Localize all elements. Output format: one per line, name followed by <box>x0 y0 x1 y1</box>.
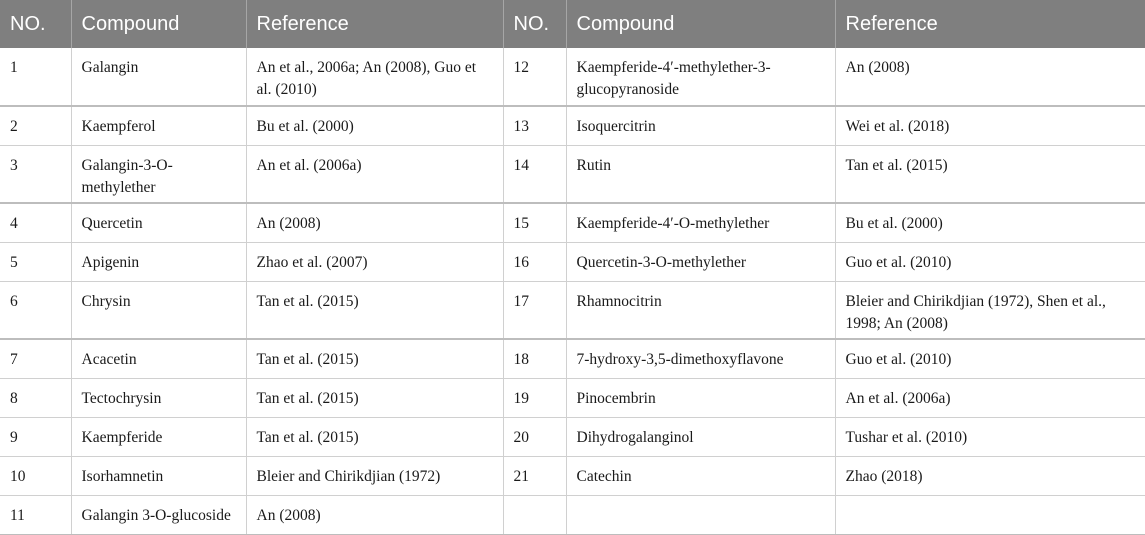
cell-reference: Bu et al. (2000) <box>246 106 503 145</box>
cell-reference: An et al. (2006a) <box>246 145 503 203</box>
table-row <box>0 48 1145 106</box>
table-row <box>0 495 1145 534</box>
cell-reference: Tan et al. (2015) <box>246 281 503 339</box>
cell-reference: Tan et al. (2015) <box>246 417 503 456</box>
header-reference: Reference <box>835 0 1145 48</box>
header-compound: Compound <box>566 0 835 48</box>
cell-no: 10 <box>0 456 71 495</box>
cell-compound: Isoquercitrin <box>566 106 835 145</box>
table-header-row <box>0 0 1145 48</box>
header-reference: Reference <box>246 0 503 48</box>
cell-reference: Guo et al. (2010) <box>835 339 1145 378</box>
cell-no: 14 <box>503 145 566 203</box>
table-row <box>0 378 1145 417</box>
header-compound: Compound <box>71 0 246 48</box>
cell-no: 7 <box>0 339 71 378</box>
cell-no: 12 <box>503 48 566 106</box>
cell-reference: An (2008) <box>835 48 1145 106</box>
cell-compound: Chrysin <box>71 281 246 339</box>
table-row <box>0 203 1145 242</box>
table-row <box>0 242 1145 281</box>
cell-reference: Guo et al. (2010) <box>835 242 1145 281</box>
cell-compound: Kaempferide-4′-O-methylether <box>566 203 835 242</box>
cell-compound: Acacetin <box>71 339 246 378</box>
cell-reference: Bu et al. (2000) <box>835 203 1145 242</box>
cell-compound: Galangin 3-O-glucoside <box>71 495 246 534</box>
cell-compound: Galangin <box>71 48 246 106</box>
cell-no: 16 <box>503 242 566 281</box>
cell-reference: Wei et al. (2018) <box>835 106 1145 145</box>
cell-reference: Tan et al. (2015) <box>246 339 503 378</box>
cell-reference <box>835 495 1145 534</box>
cell-compound: Quercetin <box>71 203 246 242</box>
cell-compound: Galangin-3-O-methylether <box>71 145 246 203</box>
cell-no: 3 <box>0 145 71 203</box>
cell-no: 11 <box>0 495 71 534</box>
cell-compound: Isorhamnetin <box>71 456 246 495</box>
cell-no: 17 <box>503 281 566 339</box>
cell-no: 6 <box>0 281 71 339</box>
cell-no: 9 <box>0 417 71 456</box>
header-no: NO. <box>0 0 71 48</box>
cell-reference: An et al., 2006a; An (2008), Guo et al. (2010) <box>246 48 503 106</box>
cell-compound: Quercetin-3-O-methylether <box>566 242 835 281</box>
table-row <box>0 106 1145 145</box>
cell-reference: Tan et al. (2015) <box>835 145 1145 203</box>
cell-compound: Tectochrysin <box>71 378 246 417</box>
cell-no: 19 <box>503 378 566 417</box>
cell-reference: An (2008) <box>246 495 503 534</box>
header-no: NO. <box>503 0 566 48</box>
cell-reference: An et al. (2006a) <box>835 378 1145 417</box>
cell-reference: Zhao (2018) <box>835 456 1145 495</box>
table-row <box>0 417 1145 456</box>
cell-compound: Rutin <box>566 145 835 203</box>
cell-no: 2 <box>0 106 71 145</box>
cell-compound: Dihydrogalanginol <box>566 417 835 456</box>
cell-no: 21 <box>503 456 566 495</box>
cell-compound: Kaempferide <box>71 417 246 456</box>
cell-reference: Bleier and Chirikdjian (1972) <box>246 456 503 495</box>
cell-compound: 7-hydroxy-3,5-dimethoxyflavone <box>566 339 835 378</box>
cell-compound: Rhamnocitrin <box>566 281 835 339</box>
cell-no: 1 <box>0 48 71 106</box>
table-row <box>0 281 1145 339</box>
cell-compound: Kaempferide-4′-methylether-3-glucopyranoside <box>566 48 835 106</box>
cell-no: 5 <box>0 242 71 281</box>
cell-compound <box>566 495 835 534</box>
cell-compound: Pinocembrin <box>566 378 835 417</box>
cell-no: 13 <box>503 106 566 145</box>
cell-reference: Bleier and Chirikdjian (1972), Shen et al., 1998; An (2008) <box>835 281 1145 339</box>
table-row <box>0 456 1145 495</box>
cell-no: 18 <box>503 339 566 378</box>
cell-no: 15 <box>503 203 566 242</box>
cell-reference: An (2008) <box>246 203 503 242</box>
cell-reference: Tan et al. (2015) <box>246 378 503 417</box>
cell-reference: Tushar et al. (2010) <box>835 417 1145 456</box>
table-row <box>0 145 1145 203</box>
cell-no: 4 <box>0 203 71 242</box>
cell-compound: Apigenin <box>71 242 246 281</box>
cell-no: 20 <box>503 417 566 456</box>
cell-no <box>503 495 566 534</box>
cell-no: 8 <box>0 378 71 417</box>
cell-reference: Zhao et al. (2007) <box>246 242 503 281</box>
cell-compound: Catechin <box>566 456 835 495</box>
cell-compound: Kaempferol <box>71 106 246 145</box>
table-row <box>0 339 1145 378</box>
